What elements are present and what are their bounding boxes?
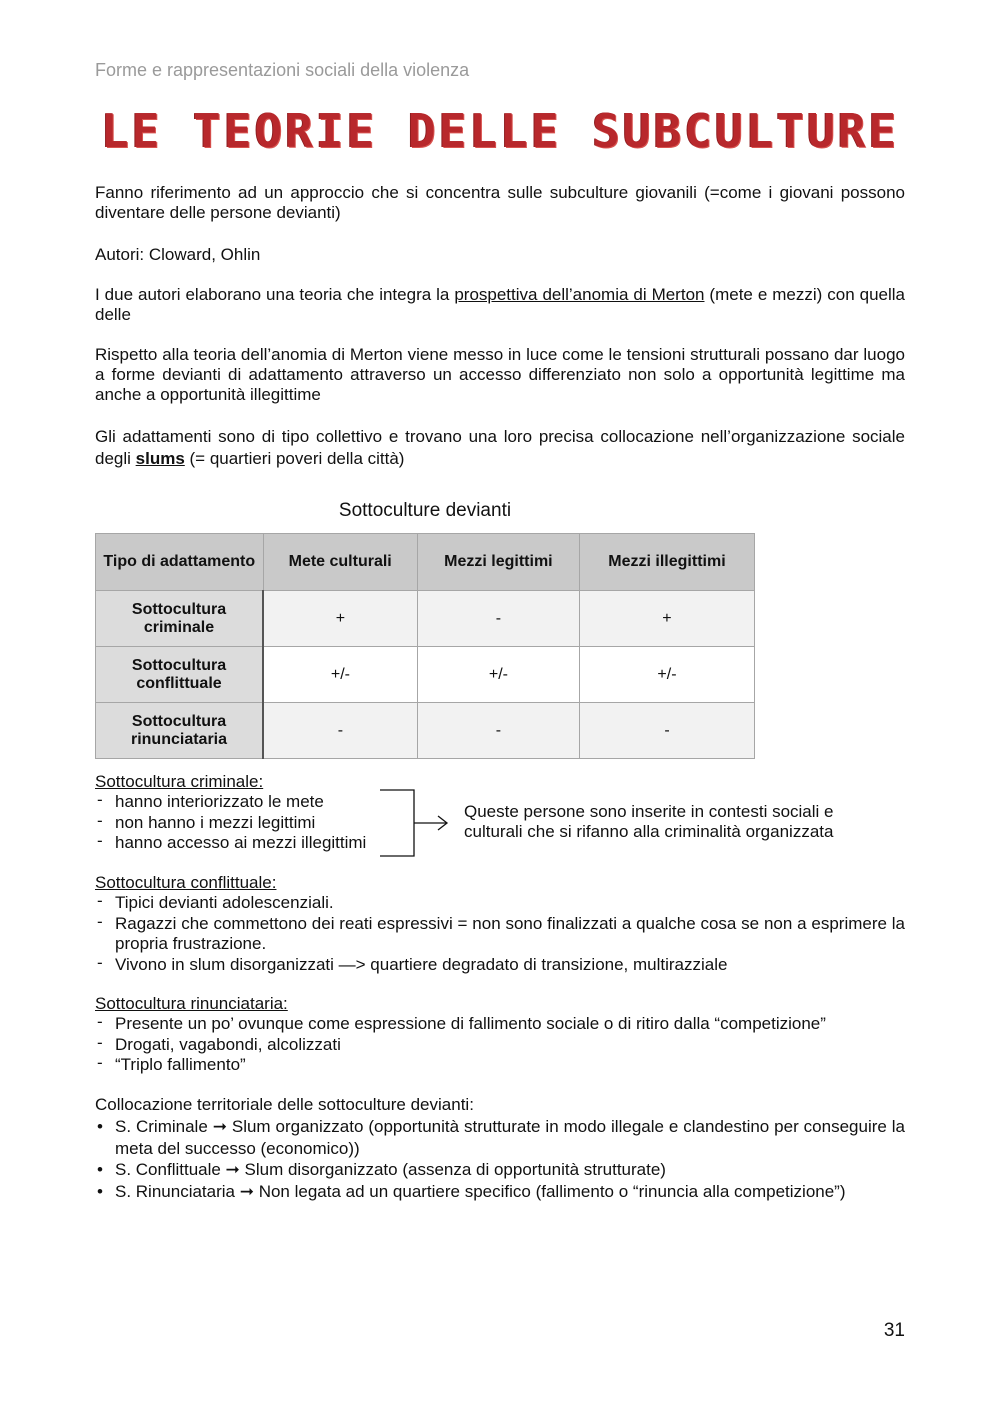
- list-item: - Ragazzi che commettono dei reati espressivi = non sono finalizzati a qualche cosa se non a esprimere la propria frustrazione.: [95, 914, 905, 955]
- cell: -: [417, 591, 579, 647]
- row-label-criminale: Sottocultura criminale: [96, 591, 264, 647]
- header-tipo: Tipo di adattamento: [96, 534, 264, 591]
- page-title: LE TEORIE DELLE SUBCULTURE: [100, 104, 900, 158]
- table-row: [96, 703, 755, 759]
- table-header-row: [96, 534, 755, 591]
- list-item: - Tipici devianti adolescenziali.: [95, 893, 905, 914]
- cell: +: [263, 591, 417, 647]
- slums-term: slums: [135, 449, 185, 468]
- subcultures-table: [95, 533, 755, 759]
- bracket-arrow-icon: [378, 788, 450, 858]
- intro-paragraph-3: [95, 285, 905, 325]
- cell: -: [579, 703, 754, 759]
- cell: +: [579, 591, 754, 647]
- cell: +/-: [579, 647, 754, 703]
- list-item: • S. Conflittuale ➞ Slum disorganizzato (assenza di opportunità strutturate): [95, 1159, 905, 1181]
- intro-paragraph-1: Fanno riferimento ad un approccio che si concentra sulle subculture giovanili (=come i giovani possono diventare delle persone devianti): [95, 183, 905, 222]
- criminale-list: [95, 792, 395, 854]
- section-title-rinunciataria: Sottocultura rinunciataria:: [95, 994, 288, 1013]
- running-header: Forme e rappresentazioni sociali della violenza: [95, 60, 470, 80]
- p5-text-after: (= quartieri poveri della città): [184, 449, 405, 468]
- cell: +/-: [263, 647, 417, 703]
- intro-paragraph-5: [95, 426, 905, 470]
- collocazione-title: Collocazione territoriale delle sottoculture devianti:: [95, 1095, 474, 1114]
- header-mezzi-illegittimi: Mezzi illegittimi: [579, 534, 754, 591]
- cell: -: [417, 703, 579, 759]
- section-title-conflittuale: Sottocultura conflittuale:: [95, 873, 277, 892]
- page-number: 31: [883, 1320, 905, 1341]
- section-title-criminale: Sottocultura criminale:: [95, 772, 264, 791]
- conflittuale-list: [95, 893, 905, 975]
- list-item: - hanno interiorizzato le mete: [95, 792, 395, 813]
- table-row: [96, 647, 755, 703]
- list-item: - Presente un po’ ovunque come espressione di fallimento sociale o di ritiro dalla “competizione”: [95, 1014, 905, 1035]
- intro-paragraph-authors: Autori: Cloward, Ohlin: [95, 245, 261, 264]
- list-item: - Vivono in slum disorganizzati —> quartiere degradato di transizione, multirazziale: [95, 955, 905, 976]
- header-mezzi-legittimi: Mezzi legittimi: [417, 534, 579, 591]
- row-label-rinunciataria: Sottocultura rinunciataria: [96, 703, 264, 759]
- list-item: - non hanno i mezzi legittimi: [95, 813, 395, 834]
- list-item: • S. Rinunciataria ➞ Non legata ad un quartiere specifico (fallimento o “rinuncia alla competizione”): [95, 1181, 905, 1203]
- merton-anomia-link: prospettiva dell’anomia di Merton: [454, 285, 705, 304]
- list-item: • S. Criminale ➞ Slum organizzato (opportunità strutturate in modo illegale e clandestino per conseguire la meta del successo (economico)): [95, 1116, 905, 1159]
- collocazione-list: [95, 1116, 905, 1202]
- intro-paragraph-4: Rispetto alla teoria dell’anomia di Merton viene messo in luce come le tensioni strutturali possano dar luogo a forme devianti di adattamento attraverso un accesso differenziato non solo a opportunità legittime ma anche a opportunità illegittime: [95, 345, 905, 404]
- p5-text-before: Gli adattamenti sono di tipo collettivo e trovano una loro precisa collocazione nell’organizzazione sociale degli: [95, 427, 905, 468]
- p3-text-after: (mete e mezzi) con quella delle: [95, 285, 905, 324]
- cell: -: [263, 703, 417, 759]
- header-mete: Mete culturali: [263, 534, 417, 591]
- list-item: - hanno accesso ai mezzi illegittimi: [95, 833, 395, 854]
- table-caption: Sottoculture devianti: [338, 500, 512, 521]
- cell: +/-: [417, 647, 579, 703]
- rinunciataria-list: [95, 1014, 905, 1076]
- row-label-conflittuale: Sottocultura conflittuale: [96, 647, 264, 703]
- criminale-note: Queste persone sono inserite in contesti sociali e culturali che si rifanno alla criminalità organizzata: [464, 802, 834, 841]
- list-item: - Drogati, vagabondi, alcolizzati: [95, 1035, 905, 1056]
- list-item: - “Triplo fallimento”: [95, 1055, 905, 1076]
- p3-text-before: I due autori elaborano una teoria che integra la: [95, 285, 455, 304]
- table-row: [96, 591, 755, 647]
